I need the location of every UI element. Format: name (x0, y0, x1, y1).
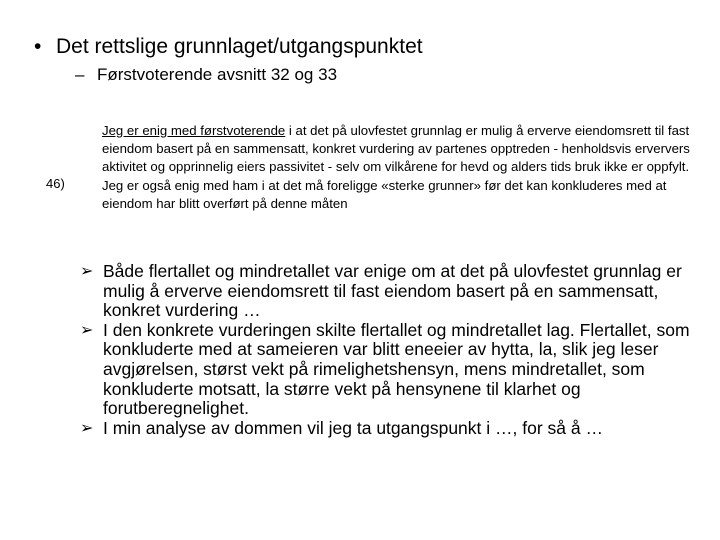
arrow-list (80, 262, 690, 438)
sub-bullet-text: Førstvoterende avsnitt 32 og 33 (97, 65, 338, 84)
arrow-bullet-icon: ➢ (80, 321, 94, 339)
quote-text: i at det på ulovfestet grunnlag er mulig å erverve eiendomsrett til fast eiendom basert på en sammensatt, konkret vurdering av partenes opptreden - henholdsvis erververs aktivitet og opprinnelig eiers passivitet - selv om vilkårene for hevd og alders tids bruk ikke er oppfylt. Jeg er også enig med ham i at det må foreligge «sterke grunner» før det kan konkluderes med at eiendom har blitt overført på denne måten (102, 123, 690, 211)
arrow-item (80, 262, 690, 321)
main-bullet-text: Det rettslige grunnlaget/utgangspunktet (56, 35, 423, 58)
quote-underlined: Jeg er enig med førstvoterende (102, 123, 286, 138)
main-bullet (34, 34, 423, 60)
arrow-item-text: Både flertallet og mindretallet var enige om at det på ulovfestet grunnlag er mulig å erverve eiendomsrett til fast eiendom basert på en sammensatt, konkret vurdering … (103, 261, 682, 321)
arrow-item (80, 419, 690, 439)
arrow-bullet-icon: ➢ (80, 263, 94, 280)
arrow-item (80, 321, 690, 419)
quote-block (102, 122, 692, 213)
arrow-item-text: I min analyse av dommen vil jeg ta utgangspunkt i …, for så å … (103, 417, 603, 438)
arrow-bullet-icon: ➢ (80, 419, 94, 437)
sub-bullet (75, 64, 337, 86)
bullet-dot-icon: • (34, 35, 42, 58)
paragraph-number: 46) (46, 176, 65, 191)
dash-icon: – (75, 65, 85, 84)
arrow-item-text: I den konkrete vurderingen skilte flertallet og mindretallet lag. Flertallet, som konkluderte med at sameieren var blitt eneeier av hytta, la, slik jeg leser avgjørelsen, størst vekt på rimelighetshensyn, mens mindretallet, som konkluderte motsatt, la større vekt på hensynene til klarhet og forutberegnelighet. (103, 319, 690, 419)
